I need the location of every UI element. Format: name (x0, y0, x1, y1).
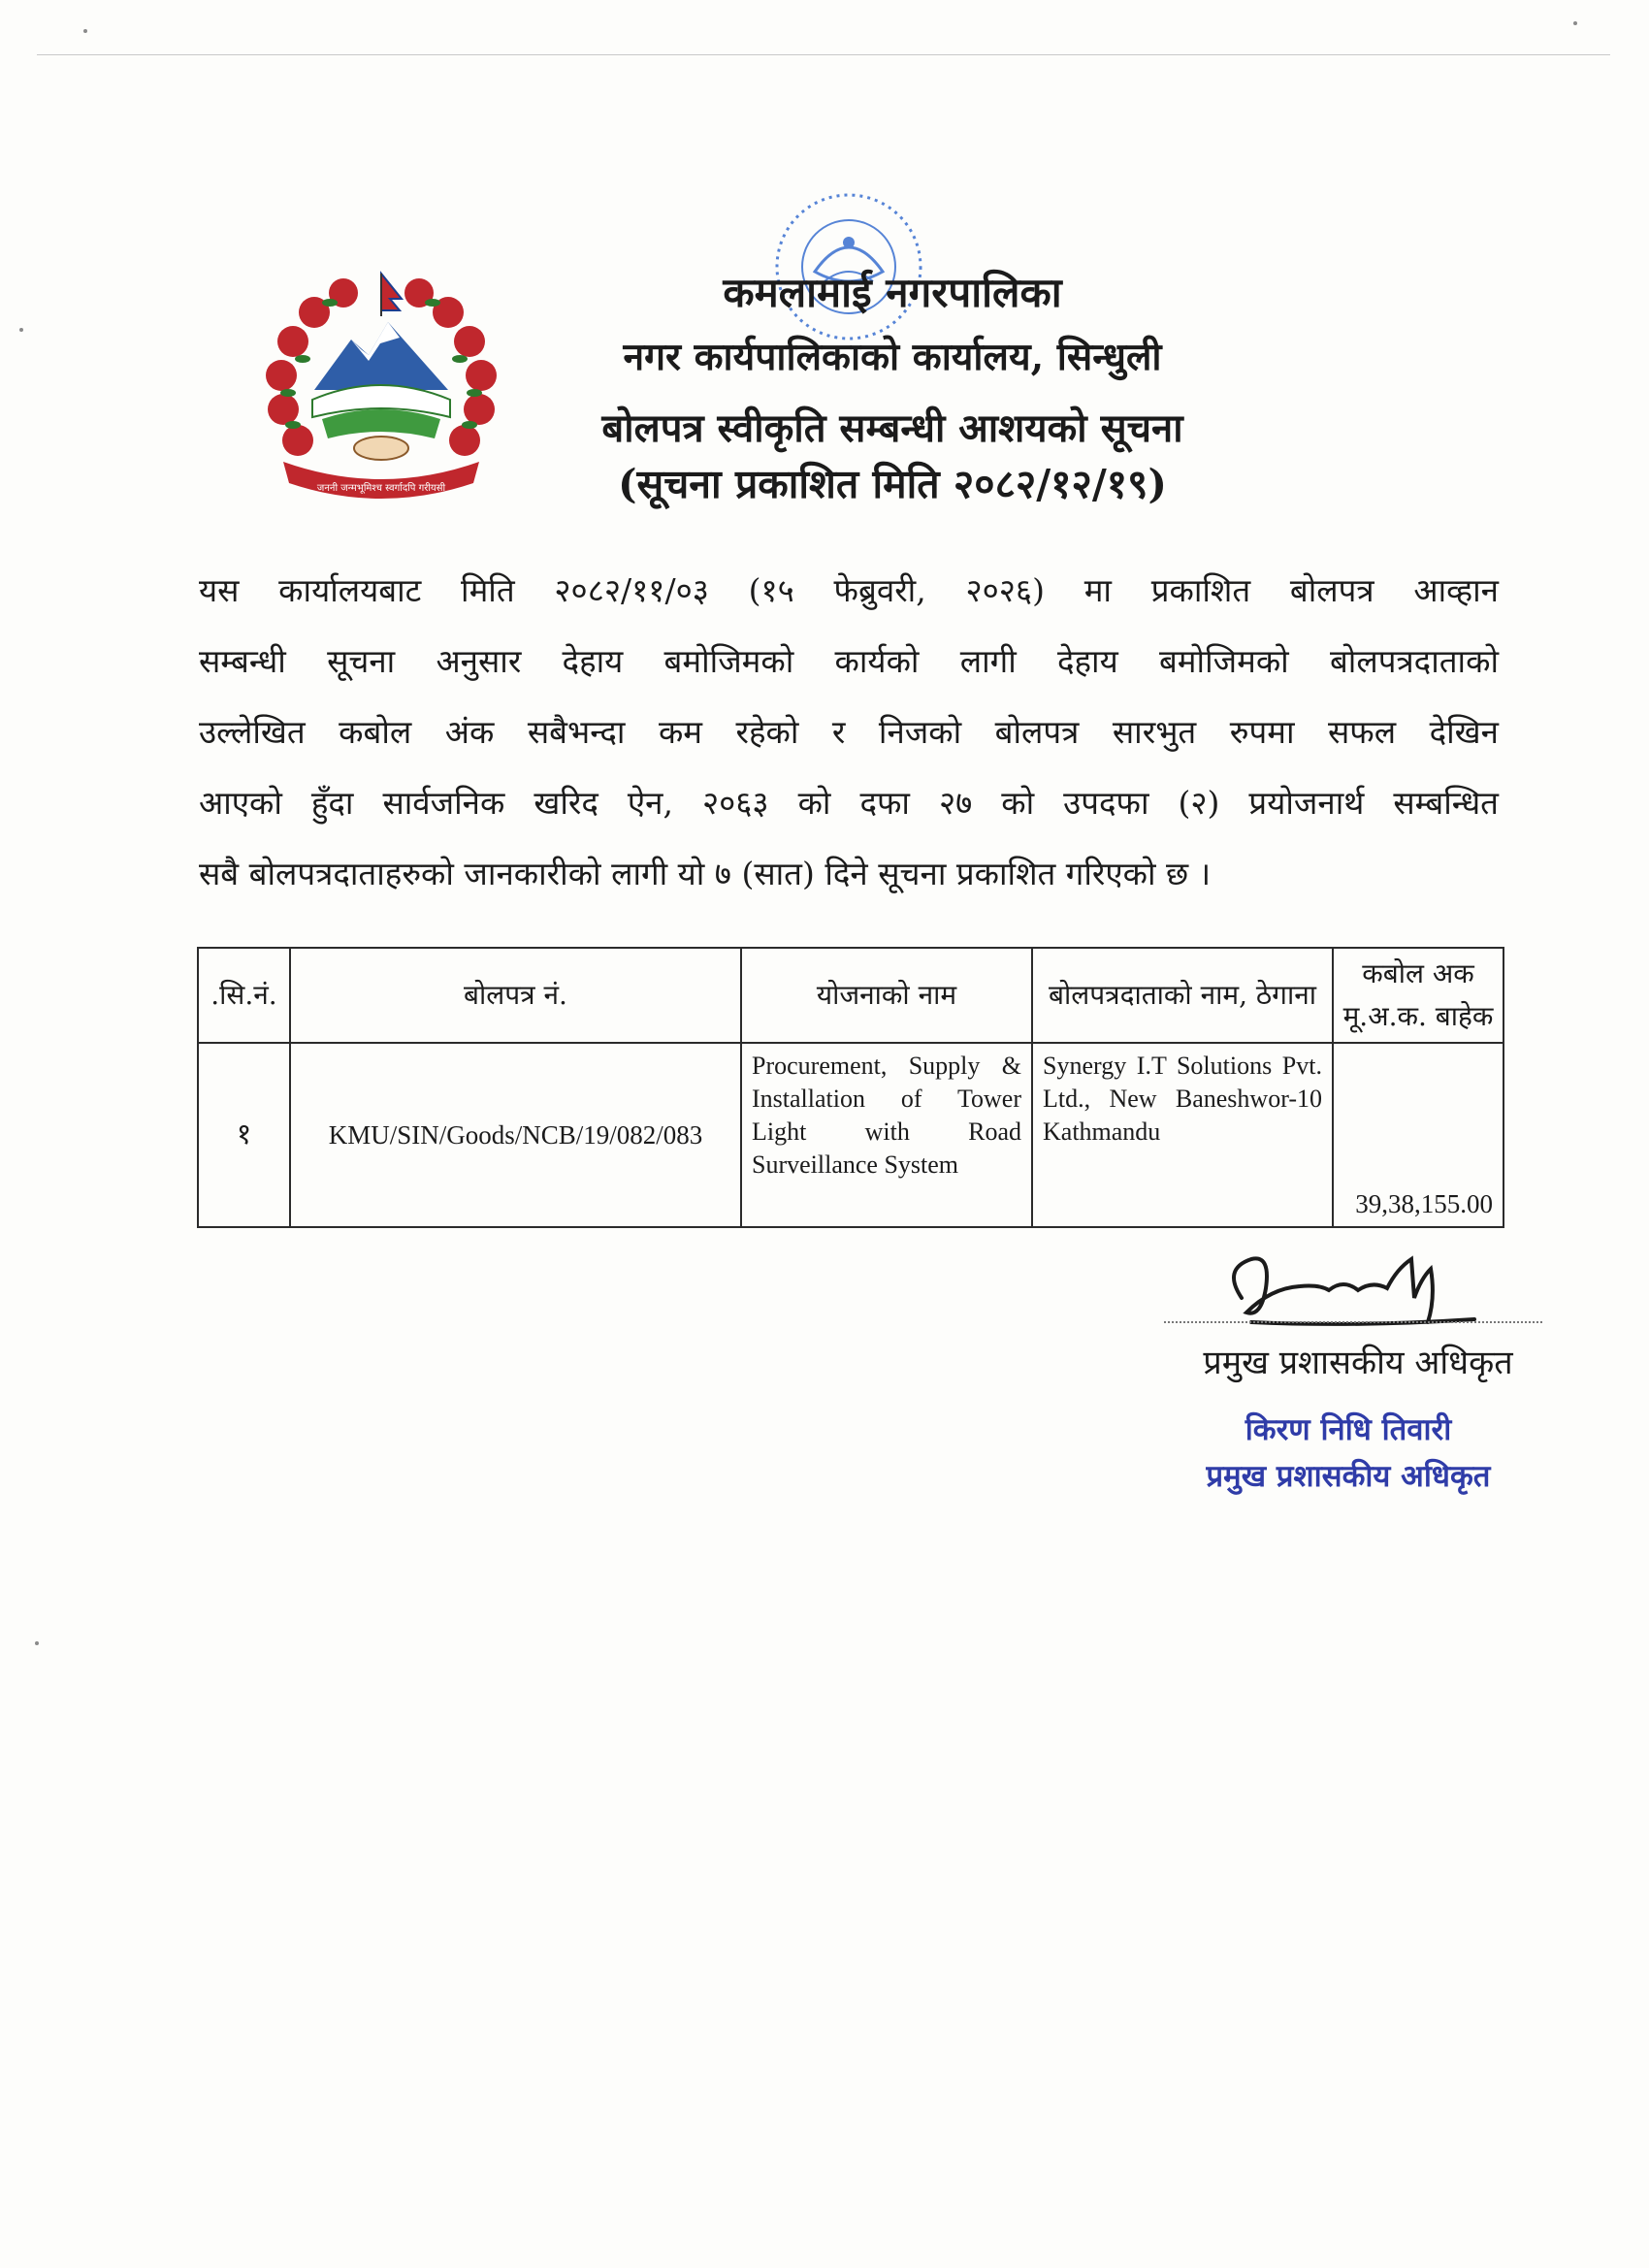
scan-speck (1573, 21, 1577, 25)
notice-subject: बोलपत्र स्वीकृति सम्बन्धी आशयको सूचना (601, 405, 1183, 451)
body-line: उल्लेखित कबोल अंक सबैभन्दा कम रहेको र निजको बोलपत्र सारभुत रुपमा सफल देखिन (199, 713, 1499, 751)
nepal-emblem-icon (254, 254, 508, 508)
body-line: सम्बन्धी सूचना अनुसार देहाय बमोजिमको कार्यको लागी देहाय बमोजिमको बोलपत्रदाताको (199, 642, 1499, 680)
scan-speck (35, 1641, 39, 1645)
bid-table (197, 947, 1504, 1228)
cell-project: Procurement, Supply & Installation of Tower Light with Road Surveillance System (741, 1043, 1032, 1227)
cell-bid-no: KMU/SIN/Goods/NCB/19/082/083 (290, 1043, 741, 1227)
table-row (198, 1043, 1504, 1227)
office-name: नगर कार्यपालिकाको कार्यालय, सिन्धुली (623, 335, 1162, 379)
stamp-designation: प्रमुख प्रशासकीय अधिकृत (1206, 1459, 1491, 1494)
stamp-name: किरण निधि तिवारी (1245, 1412, 1452, 1447)
cell-sn: १ (198, 1043, 290, 1227)
signatory-title: प्रमुख प्रशासकीय अधिकृत (1203, 1344, 1513, 1382)
scan-speck (83, 29, 87, 33)
body-line: यस कार्यालयबाट मिति २०८२/११/०३ (१५ फेब्रुवरी, २०२६) मा प्रकाशित बोलपत्र आव्हान (199, 571, 1499, 609)
municipality-name: कमलामाई नगरपालिका (723, 269, 1062, 316)
publication-date: (सूचना प्रकाशित मिति २०८२/१२/१९) (618, 461, 1167, 507)
emblem-motto: जननी जन्मभूमिश्च स्वर्गादपि गरीयसी (316, 483, 446, 494)
signature-line (1164, 1321, 1542, 1323)
cell-bidder: Synergy I.T Solutions Pvt. Ltd., New Baneshwor-10 Kathmandu (1032, 1043, 1333, 1227)
handwritten-signature (1212, 1230, 1494, 1346)
body-line: आएको हुँदा सार्वजनिक खरिद ऐन, २०६३ को दफा २७ को उपदफा (२) प्रयोजनार्थ सम्बन्धित (199, 784, 1499, 822)
header-bid-no: बोलपत्र नं. (290, 948, 741, 1043)
table-header-row (198, 948, 1504, 1043)
header-bidder: बोलपत्रदाताको नाम, ठेगाना (1032, 948, 1333, 1043)
scan-speck (19, 328, 23, 332)
header-amount: कबोल अक मू.अ.क. बाहेक (1333, 948, 1504, 1043)
page-edge (37, 54, 1610, 55)
header-sn: .सि.नं. (198, 948, 290, 1043)
header-project: योजनाको नाम (741, 948, 1032, 1043)
cell-amount: 39,38,155.00 (1333, 1043, 1504, 1227)
body-line: सबै बोलपत्रदाताहरुको जानकारीको लागी यो ७ (सात) दिने सूचना प्रकाशित गरिएको छ । (199, 855, 1212, 892)
